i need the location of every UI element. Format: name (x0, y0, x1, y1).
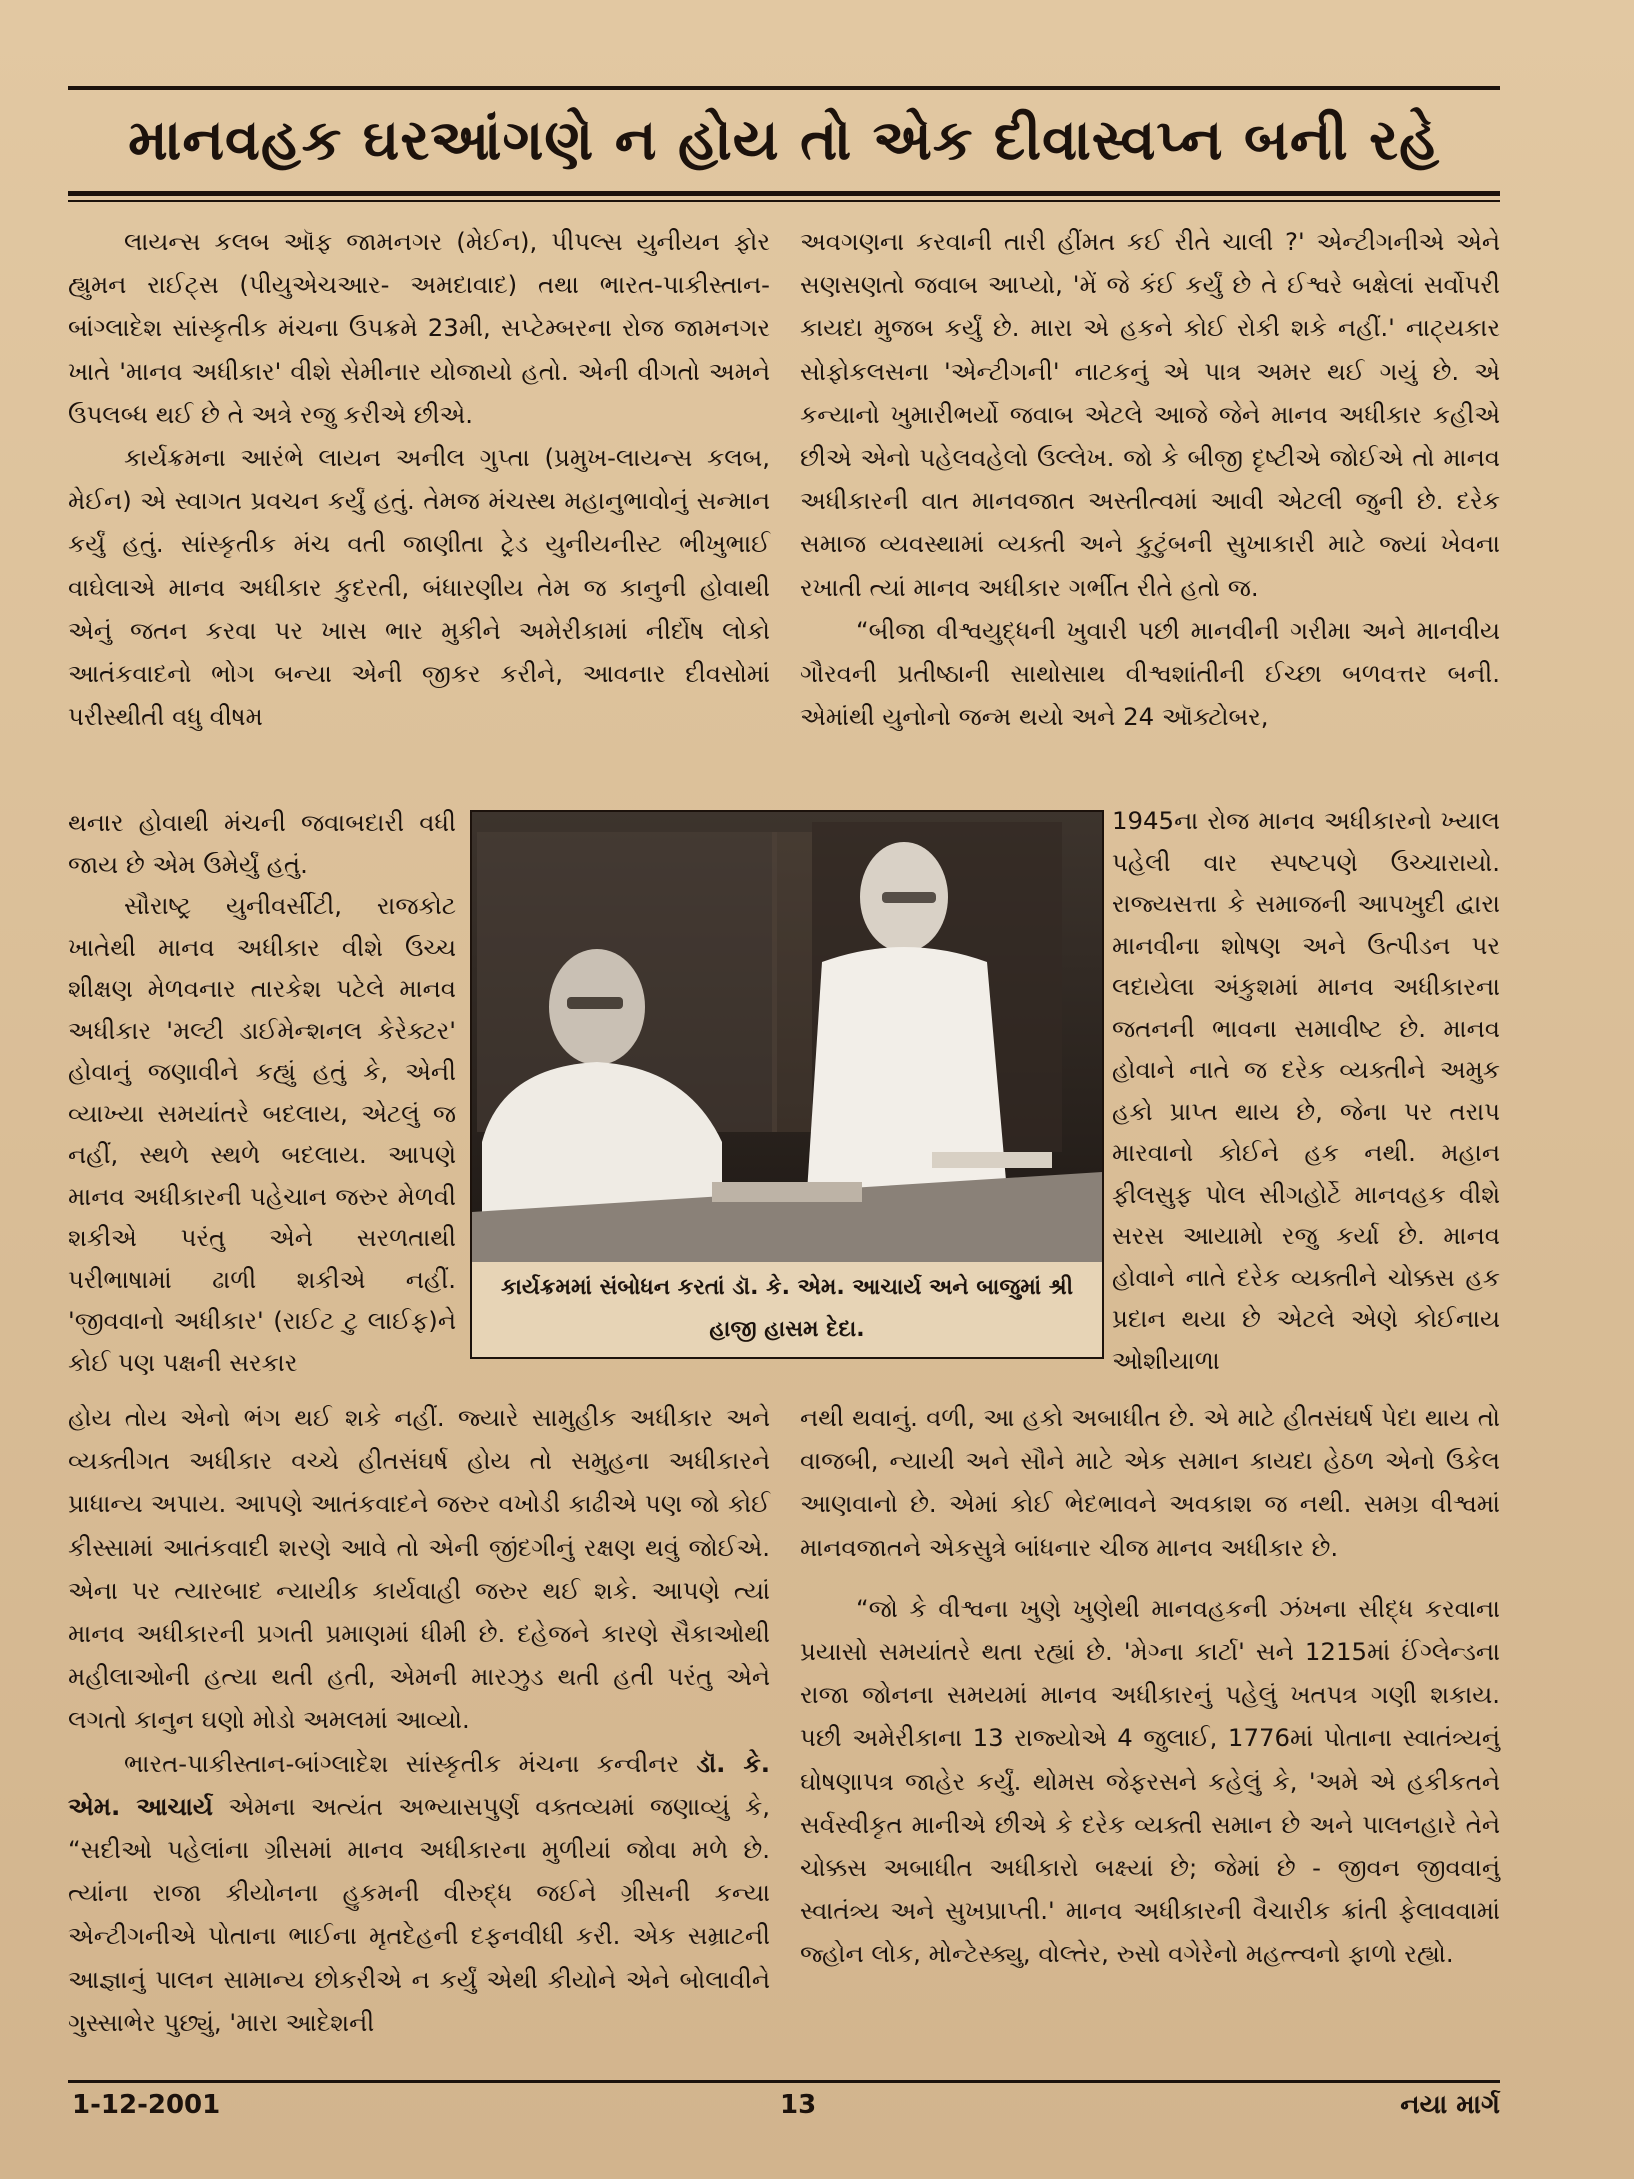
tarkesh-patel-paragraph: સૌરાષ્ટ્ર યુનીવર્સીટી, રાજકોટ ખાતેથી માનવ અધીકાર વીશે ઉચ્ચ શીક્ષણ મેળવનાર તારકેશ પટેલે માનવ અધીકાર 'મલ્ટી ડાઈમેન્શનલ કેરેક્ટર' હોવાનું જણાવીને કહ્યું હતું કે, એની વ્યાખ્યા સમયાંતરે બદલાય, એટલું જ નહીં, સ્થળે સ્થળે બદલાય. આપણે માનવ અધીકારની પહેચાન જરુર મેળવી શકીએ પરંતુ એને સરળતાથી પરીભાષામાં ઢાળી શકીએ નહીં. 'જીવવાનો અધીકાર' (રાઈટ ટુ લાઈફ)ને કોઈ પણ પક્ષની સરકાર (68, 891, 456, 1377)
footer-rule (68, 2080, 1500, 2083)
photo-box (470, 810, 1104, 1359)
rights-inviolable-paragraph: નથી થવાનું. વળી, આ હકો અબાધીત છે. એ માટે હીતસંઘર્ષ પેદા થાય તો વાજબી, ન્યાયી અને સૌને માટે એક સમાન કાયદા હેઠળ એનો ઉકેલ આણવાનો છે. એમાં કોઈ ભેદભાવને અવકાશ જ નથી. સમગ્ર વીશ્વમાં માનવજાતને એકસુત્રે બાંધનાર ચીજ માનવ અધીકાર છે. (800, 1403, 1500, 1562)
opening-speech-paragraph: કાર્યક્રમના આરંભે લાયન અનીલ ગુપ્તા (પ્રમુખ-લાયન્સ કલબ, મેઈન) એ સ્વાગત પ્રવચન કર્યું હતું. તેમજ મંચસ્થ મહાનુભાવોનું સન્માન કર્યું હતું. સાંસ્કૃતીક મંચ વતી જાણીતા ટ્રેડ યુનીયનીસ્ટ ભીખુભાઈ વાઘેલાએ માનવ અધીકાર કુદરતી, બંધારણીય તેમ જ કાનુની હોવાથી એનું જતન કરવા પર ખાસ ભાર મુકીને અમેરીકામાં નીર્દોષ લોકો આતંકવાદનો ભોગ બન્યા એની જીકર કરીને, આવનાર દીવસોમાં પરીસ્થીતી વધુ વીષમ (68, 443, 770, 732)
acharya-intro: ભારત-પાકીસ્તાન-બાંગ્લાદેશ સાંસ્કૃતીક મંચના કન્વીનર (124, 1748, 680, 1778)
antigone-paragraph: અવગણના કરવાની તારી હીંમત કઈ રીતે ચાલી ?' એન્ટીગનીએ એને સણસણતો જવાબ આપ્યો, 'મેં જે કંઈ કર્યું છે તે ઈશ્વરે બક્ષેલાં સર્વોપરી કાયદા મુજબ કર્યું છે. મારા એ હકને કોઈ રોકી શકે નહીં.' નાટ્યકાર સોફોકલસના 'એન્ટીગની' નાટકનું એ પાત્ર અમર થઈ ગયું છે. એ કન્યાનો ખુમારીભર્યો જવાબ એટલે આજે જેને માનવ અધીકાર કહીએ છીએ એનો પહેલવહેલો ઉલ્લેખ. જો કે બીજી દૃષ્ટીએ જોઈએ તો માનવ અધીકારની વાત માનવજાત અસ્તીત્વમાં આવી એટલી જુની છે. દરેક સમાજ વ્યવસ્થામાં વ્યક્તી અને કુટુંબની સુખાકારી માટે જ્યાં ખેવના રખાતી ત્યાં માનવ અધીકાર ગર્ભીત રીતે હતો જ. (800, 227, 1500, 602)
right-column-bottom (800, 1396, 1500, 1976)
intro-paragraph: લાયન્સ કલબ ઑફ જામનગર (મેઈન), પીપલ્સ યુનીયન ફોર હ્યુમન રાઈટ્સ (પીયુએચઆર- અમદાવાદ) તથા ભારત-પાકીસ્તાન-બાંગ્લાદેશ સાંસ્કૃતીક મંચના ઉપક્રમે 23મી, સપ્ટેમ્બરના રોજ જામનગર ખાતે 'માનવ અધીકાર' વીશે સેમીનાર યોજાયો હતો. એની વીગતો અમને ઉપલબ્ધ થઈ છે તે અત્રે રજુ કરીએ છીએ. (68, 227, 770, 429)
top-rule (68, 86, 1500, 90)
world-war-paragraph: “બીજા વીશ્વયુદ્ધની ખુવારી પછી માનવીની ગરીમા અને માનવીય ગૌરવની પ્રતીષ્ઠાની સાથોસાથ વીશ્વશાંતીની ઈચ્છા બળવત્તર બની. એમાંથી યુનોનો જન્મ થયો અને 24 ઑક્ટોબર, (800, 615, 1500, 732)
acharya-speech: એમના અત્યંત અભ્યાસપુર્ણ વક્તવ્યમાં જણાવ્યું કે, “સદીઓ પહેલાંના ગ્રીસમાં માનવ અધીકારના મુળીયાં જોવા મળે છે. ત્યાંના રાજા કીયોનના હુકમની વીરુદ્ધ જઈને ગ્રીસની કન્યા એન્ટીગનીએ પોતાના ભાઈના મૃતદેહની દફનવીધી કરી. એક સમ્રાટની આજ્ઞાનું પાલન સામાન્ય છોકરીએ ન કર્યું એથી કીયોને એને બોલાવીને ગુસ્સાભેર પુછ્યું, 'મારા આદેશની (68, 1791, 771, 2037)
headline-rule-thick (68, 191, 1500, 196)
acharya-paragraph (68, 1742, 770, 2044)
page-number: 13 (780, 2090, 817, 2120)
event-photo (472, 812, 1102, 1262)
opening-speech-continued: થનાર હોવાથી મંચની જવાબદારી વધી જાય છે એમ ઉમેર્યું હતું. (68, 808, 456, 879)
right-column-narrow (1112, 800, 1500, 1381)
magna-carta-paragraph: “જો કે વીશ્વના ખુણે ખુણેથી માનવહકની ઝંખના સીદ્ધ કરવાના પ્રયાસો સમયાંતરે થતા રહ્યાં છે. 'મેગ્ના કાર્ટા' સને 1215માં ઈંગ્લેન્ડના રાજા જોનના સમયમાં માનવ અધીકારનું પહેલું ખતપત્ર ગણી શકાય. પછી અમેરીકાના 13 રાજ્યોએ 4 જુલાઈ, 1776માં પોતાના સ્વાતંત્ર્યનું ઘોષણાપત્ર જાહેર કર્યું. થોમસ જેફરસને કહેલું કે, 'અમે એ હકીકતને સર્વસ્વીકૃત માનીએ છીએ કે દરેક વ્યક્તી સમાન છે અને પાલનહારે તેને ચોક્કસ અબાધીત અધીકારો બક્ષ્યાં છે; જેમાં છે - જીવન જીવવાનું સ્વાતંત્ર્ય અને સુખપ્રાપ્તી.' માનવ અધીકારની વૈચારીક ક્રાંતી ફેલાવવામાં જ્હોન લોક, મોન્ટેસ્ક્યુ, વોલ્તેર, રુસો વગેરેનો મહત્ત્વનો ફાળો રહ્યો. (800, 1593, 1500, 1969)
publication-name: નયા માર્ગ (1400, 2090, 1500, 2120)
right-column-top (800, 220, 1500, 738)
left-column-narrow (68, 802, 456, 1383)
headline: માનવહક ઘરઆંગણે ન હોય તો એક દીવાસ્વપ્ન બની રહે (128, 108, 1440, 173)
un-declaration-paragraph: 1945ના રોજ માનવ અધીકારનો ખ્યાલ પહેલી વાર સ્પષ્ટપણે ઉચ્ચારાયો. રાજ્યસત્તા કે સમાજની આપખુદી દ્વારા માનવીના શોષણ અને ઉત્પીડન પર લદાયેલા અંકુશમાં માનવ અધીકારના જતનની ભાવના સમાવીષ્ટ છે. માનવ હોવાને નાતે જ દરેક વ્યક્તીને અમુક હકો પ્રાપ્ત થાય છે, જેના પર તરાપ મારવાનો કોઈને હક નથી. મહાન ફીલસુફ પોલ સીગહોર્ટે માનવહક વીશે સરસ આયામો રજુ કર્યા છે. માનવ હોવાને નાતે દરેક વ્યક્તીને ચોક્કસ હક પ્રદાન થયા છે એટલે એણે કોઈનાય ઓશીયાળા (1112, 806, 1500, 1375)
tarkesh-patel-continued: હોય તોય એનો ભંગ થઈ શકે નહીં. જ્યારે સામુહીક અધીકાર અને વ્યક્તીગત અધીકાર વચ્ચે હીતસંઘર્ષ હોય તો સમુહના અધીકારને પ્રાધાન્ય અપાય. આપણે આતંકવાદને જરુર વખોડી કાઢીએ પણ જો કોઈ કીસ્સામાં આતંકવાદી શરણે આવે તો એની જીંદગીનું રક્ષણ થવું જોઈએ. એના પર ત્યારબાદ ન્યાયીક કાર્યવાહી જરુર થઈ શકે. આપણે ત્યાં માનવ અધીકારની પ્રગતી પ્રમાણમાં ધીમી છે. દહેજને કારણે સૈકાઓથી મહીલાઓની હત્યા થતી હતી, એમની મારઝુડ થતી હતી પરંતુ એને લગતો કાનુન ઘણો મોડો અમલમાં આવ્યો. (68, 1403, 770, 1735)
acharya-name: ડૉ. કે. એમ. આચાર્ય (68, 1748, 770, 1821)
photo-caption: કાર્યક્રમમાં સંબોધન કરતાં ડૉ. કે. એમ. આચાર્ય અને બાજુમાં શ્રી હાજી હાસમ દેદા. (500, 1275, 1074, 1342)
headline-rule-thin (68, 200, 1500, 202)
footer-date: 1-12-2001 (72, 2090, 221, 2120)
left-column-top (68, 220, 770, 738)
left-column-bottom (68, 1396, 770, 2044)
